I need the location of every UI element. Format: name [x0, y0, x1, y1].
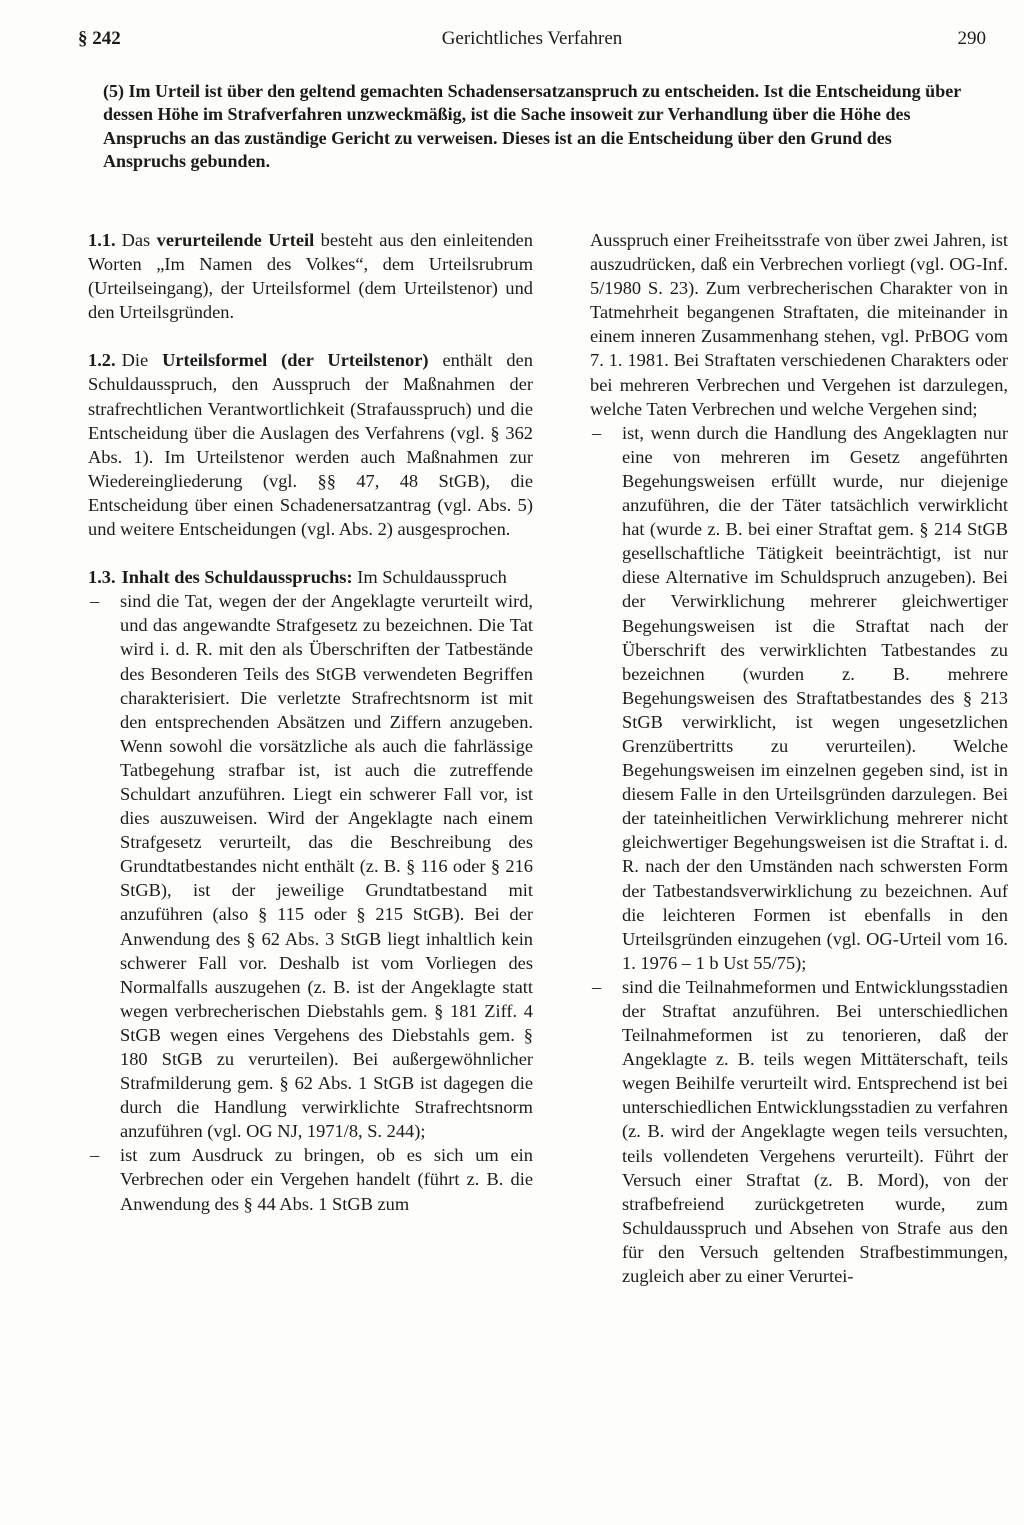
left-column — [88, 228, 533, 1216]
dash-list — [88, 589, 533, 1215]
paragraph-1-3 — [88, 565, 533, 1216]
paragraph-bold-term: verurteilende Urteil — [156, 230, 315, 250]
list-item: – sind die Teilnahmeformen und Entwicklungsstadien der Straftat anzuführen. Bei unterschiedlichen Teilnahmeformen ist zu tenorieren, daß der Angeklagte z. B. teils wegen Mittäterschaft, teils wegen Beihilfe verurteilt wird. Entsprechend ist bei unterschiedlichen Entwicklungsstadien zu verfahren (z. B. wird der Angeklagte wegen teils versuchten, teils vollendeten Vergehens verurteilt). Führt der Versuch einer Straftat (z. B. Mord), von der strafbefreiend zurückgetreten wurde, zum Schuldausspruch und Absehen von Strafe aus den für den Versuch geltenden Strafbestimmungen, zugleich aber zu einer Verurtei- — [590, 975, 1008, 1288]
section-reference: § 242 — [78, 28, 121, 49]
running-title: Gerichtliches Verfahren — [441, 28, 623, 49]
paragraph-number: 1.1. — [88, 230, 116, 250]
paragraph-text: besteht aus den einleitenden Worten „Im Namen des Volkes“, dem Urteilsrubrum (Urteilseingang), der Urteilsformel (dem Urteilstenor) und den Urteilsgründen. — [88, 230, 533, 323]
dash-list — [590, 421, 1008, 1288]
continued-text: Ausspruch einer Freiheitsstrafe von über zwei Jahren, ist auszudrücken, daß ein Verbrechen vorliegt (vgl. OG-Inf. 5/1980 S. 23). Zum verbrecherischen Charakter von in Tatmehrheit begangenen Straftaten, die miteinander in einem inneren Zusammenhang stehen, vgl. PrBOG vom 7. 1. 1981. Bei Straftaten verschiedenen Charakters oder bei mehreren Verbrechen und Vergehen ist darzulegen, welche Taten Verbrechen und welche Vergehen sind; — [590, 230, 1008, 419]
paragraph-text: Im Schuldausspruch — [357, 567, 507, 588]
paragraph-bold-term: Inhalt des Schuldausspruchs: — [121, 567, 353, 588]
list-item: – ist zum Ausdruck zu bringen, ob es sich um ein Verbrechen oder ein Vergehen handelt (führt z. B. die Anwendung des § 44 Abs. 1 StGB zum — [88, 1143, 533, 1215]
paragraph-number: 1.2. — [88, 350, 116, 371]
paragraph-bold-term: Urteilsformel (der Urteilstenor) — [162, 350, 429, 371]
list-item: – sind die Tat, wegen der der Angeklagte verurteilt wird, und das angewandte Strafgesetz zu bezeichnen. Die Tat wird i. d. R. mit den als Überschriften der Tatbestände des Besonderen Teils des StGB verwendeten Begriffen charakterisiert. Die verletzte Strafrechtsnorm ist mit den entsprechenden Absätzen und Ziffern anzugeben. Wenn sowohl die vorsätzliche als auch die fahrlässige Tatbegehung strafbar ist, ist auch die zutreffende Schuldart anzuführen. Liegt ein schwerer Fall vor, ist dies auszuweisen. Wird der Angeklagte nach einem Strafgesetz verurteilt, das die Beschreibung des Grundtatbestandes nicht enthält (z. B. § 116 oder § 216 StGB), ist der jeweilige Grundtatbestand mit anzuführen (also § 115 oder § 215 StGB). Bei der Anwendung des § 62 Abs. 3 StGB liegt inhaltlich kein schwerer Fall vor. Deshalb ist vom Vorliegen des Normalfalls auszugehen (z. B. ist der Angeklagte statt wegen verbrecherischen Diebstahls gem. § 181 Ziff. 4 StGB wegen eines Vergehens des Diebstahls gem. § 180 StGB zu verurteilen). Bei außergewöhnlicher Strafmilderung gem. § 62 Abs. 1 StGB ist dagegen die durch die Handlung verwirklichte Strafrechtsnorm anzuführen (vgl. OG NJ, 1971/8, S. 244); — [88, 589, 533, 1143]
paragraph-number: 1.3. — [88, 567, 116, 588]
paragraph-1-2 — [88, 348, 533, 541]
list-item: – ist, wenn durch die Handlung des Angeklagten nur eine von mehreren im Gesetz angeführten Begehungsweisen erfüllt wurde, nur diejenige anzuführen, die der Täter tatsächlich verwirklicht hat (wurde z. B. bei einer Straftat gem. § 214 StGB gesellschaftliche Tätigkeit beeinträchtigt, ist nur diese Alternative im Schuldspruch anzugeben). Bei der Verwirklichung mehrerer gleichwertiger Begehungsweisen ist die Straftat nach der Überschrift des verwirklichten Tatbestandes zu bezeichnen (wurden z. B. mehrere Begehungsweisen des Straftatbestandes des § 213 StGB verwirklicht, ist wegen ungesetzlichen Grenzübertritts zu verurteilen). Welche Begehungsweisen im einzelnen gegeben sind, ist in diesem Falle in den Urteilsgründen darzulegen. Bei der tateinheitlichen Verwirklichung mehrerer nicht gleichwertiger Begehungsweisen ist die Straftat i. d. R. nach der den Umständen nach schwersten Form der Tatbestandsverwirklichung zu bezeichnen. Auf die leichteren Formen ist ebenfalls in den Urteilsgründen einzugehen (vgl. OG-Urteil vom 16. 1. 1976 – 1 b Ust 55/75); — [590, 421, 1008, 975]
paragraph-1-1 — [88, 228, 533, 324]
paragraph-text: Das — [121, 230, 151, 250]
page-header — [78, 28, 986, 58]
paragraph-text: enthält den Schuldausspruch, den Ausspruch der Maßnahmen der strafrechtlichen Verantwortlichkeit (Strafausspruch) und die Entscheidung über die Auslagen des Verfahrens (vgl. § 362 Abs. 1). Im Urteilstenor werden auch Maßnahmen zur Wiedereingliederung (vgl. §§ 47, 48 StGB), die Entscheidung über einen Schadenersatzantrag (vgl. Abs. 5) und weitere Entscheidungen (vgl. Abs. 2) ausgesprochen. — [88, 350, 533, 540]
paragraph-text: Die — [121, 350, 149, 371]
right-column — [590, 228, 1008, 1288]
statute-provision: (5) Im Urteil ist über den geltend gemachten Schadensersatzanspruch zu entscheiden. Ist die Entscheidung über dessen Höhe im Strafverfahren unzweckmäßig, ist die Sache insoweit zur Verhandlung über die Höhe des Anspruchs an das zuständige Gericht zu verweisen. Dieses ist an die Entscheidung über den Grund des Anspruchs gebunden. — [103, 81, 961, 171]
page-number: 290 — [957, 28, 986, 49]
